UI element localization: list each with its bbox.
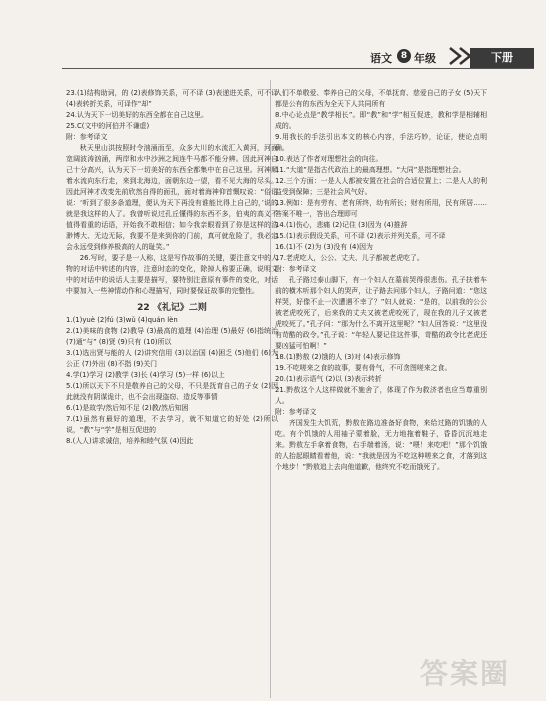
answer-continued: 人们不单敬爱、奉养自己的父母，不单抚育、慈爱自己的子女 (5)天下都是公有的东西为全天下人共同所有	[275, 89, 487, 108]
answer-8: 8.(人人)讲求诚信，培养和睦气氛 (4)因此	[66, 437, 194, 445]
answer-8b: 8.中心论点是“教学相长”。即“教”和“学”相互促进，教和学是相辅相成的。	[275, 111, 487, 130]
right-column	[275, 88, 487, 698]
left-column	[66, 88, 278, 698]
grade-badge: 8	[397, 49, 411, 63]
answer-25: 25.C(文中的河伯并不谦虚)	[66, 122, 150, 130]
answer-4: 4.学(1)学习 (2)教学 (3)长 (4)学习 (5)一样 (6)以上	[66, 371, 225, 379]
translation-text-2: 孔子路过泰山脚下，有一个妇人在墓前哭得很悲伤。孔子扶着车前的横木听那个妇人的哭声，让子路去问那个妇人，子路问道：“您这样哭，好像不止一次遭遇不幸了？”妇人就说：“是的，以前我的公公被老虎咬死了，后来我的丈夫又被老虎咬死了，现在我的儿子又被老虎咬死了。”孔子问：“那为什么不离开这里呢？”妇人回答说：“这里没有苛酷的政令。”孔子说：“年轻人要记住这件事，苛酷的政令比老虎还要凶猛可怕啊！”	[275, 276, 487, 350]
answer-24: 24.认为天下一切美好的东西全都在自己这里。	[66, 111, 208, 119]
answer-5: 5.(1)所以天下不只是敬养自己的父母，不只是抚育自己的子女 (2)因此就没有阴谋诡计，也不会出现盗窃、造反等事情	[66, 382, 278, 401]
answer-13: 13.例如：是有劳有、老有所终，幼有所长；财有所用，民有所居…… 答案不唯一，答出合理即可	[275, 199, 487, 218]
translation-heading-2: 附：参考译文	[275, 265, 317, 273]
answer-10: 10.表达了作者对理想社会的向往。	[275, 155, 383, 163]
answer-18: 18.(1)黔敖 (2)饿的人 (3)对 (4)表示修饰	[275, 353, 401, 361]
header-divider	[62, 68, 534, 69]
answer-21: 21.黔敖这个人这样做就不施舍了，体现了作为救济者也应当尊重别人。	[275, 386, 487, 405]
translation-text-3: 齐国发生大饥荒，黔敖在路边准备好食物，来给过路的饥饿的人吃。有个饥饿的人用袖子蒙着脸，无力地拖着鞋子，昏昏沉沉地走来。黔敖左手拿着食物，右手端着汤，说：“喂！来吃吧！”那个饥饿的人抬起眼睛看着他，说：“我就是因为不吃这种嗟来之食，才落到这个地步！”黔敖追上去向他道歉，他终究不吃而饿死了。	[275, 419, 487, 471]
answer-23: 23.(1)结构助词，的 (2)表修饰关系，可不译 (3)表递进关系，可不译 (4)表转折关系，可译作“却”	[66, 89, 278, 108]
answer-6: 6.(1)是故学/然后知不足 (2)教/然后知困	[66, 404, 189, 412]
answer-1: 1.(1)yuè (2)fú (3)wǔ (4)quán lèn	[66, 316, 178, 324]
answer-14: 14.(1)伤心，悲痛 (2)记住 (3)因为 (4)推辞	[275, 221, 408, 229]
answer-7: 7.(1)虽然有最好的道理，不去学习，就不知道它的好处 (2)所以说，“教”与“学”是相互促进的	[66, 415, 278, 434]
answer-2: 2.(1)美味的食物 (2)教导 (3)最高的道理 (4)治理 (5)最好 (6)指统治 (7)通“与” (8)贤 (9)只有 (10)所以	[66, 327, 278, 346]
translation-text: 秋天里山洪按照时令汹涌而至，众多大川的水流汇入黄河，河面宽阔波涛汹涌，两岸和水中沙洲之间连牛马都不能分辨。因此河神自己十分高兴，认为天下一切美好的东西全都集中在自己这里。河神顺着水流向东行走，来到北海边，面朝东边一望，看不见大海的尽头。因此河神才改变先前欣然自得的面孔，面对着海神仰首慨叹说：“俗语说：‘听到了很多条道理，便认为天下再没有谁能比得上自己的，’说的就是我这样的人了。我曾听说过孔丘懂得的东西不多，伯夷的高义不值得看重的话语，开始我不敢相信；如今我亲眼看到了你是这样的浩渺博大、无边无际，我要不是来到你的门前，真可就危险了，我必定会永远受到修养极高的人的耻笑。”	[66, 144, 278, 251]
answer-16: 16.(1)不 (2)为 (3)没有 (4)因为	[275, 243, 373, 251]
header-grade-suffix: 年级	[414, 52, 436, 65]
translation-heading-3: 附：参考译文	[275, 408, 317, 416]
answer-19: 19.不吃嗟来之食的故事，要有骨气，不可贪图嗟来之食。	[275, 364, 452, 372]
answer-11: 11.“大道”是指古代政治上的最高理想。“大同”是指理想社会。	[275, 166, 466, 174]
answer-20: 20.(1)表示语气 (2)以 (3)表示转折	[275, 375, 382, 383]
answer-15: 15.(1)表示假设关系，可不译 (2)表示并列关系，可不译	[275, 232, 446, 240]
answer-26: 26.写时，要子是一人称，这是写作故事的关键，要注意文中的人物的对话中转述的内容，注意时态的变化，除掉人称要正确，说明文中的对话中的说话人主要是描写，要特别注意原有事件的变化，对话中要加入一些神情动作和心理描写，同时要保证故事的完整性。	[66, 254, 278, 295]
watermark: 答案圈	[420, 657, 511, 690]
answer-12: 12.三个方面：一是人人都被安置在社会的合适位置上；二是人人的利益受到保障；三是社会风气好。	[275, 177, 487, 196]
answer-9: 9.用我长的手法引出本文的核心内容，手法巧妙，论证，使论点明确。	[275, 133, 487, 152]
answer-17: 17.老虎吃人，公公、丈夫、儿子都被老虎吃了。	[275, 254, 424, 262]
header-subject: 语文	[370, 52, 392, 65]
section-title: 22 《礼记》二则	[137, 303, 207, 313]
translation-heading: 附：参考译文	[66, 133, 108, 141]
term-tab: 下册	[470, 48, 534, 68]
answer-3: 3.(1)选出贤与能的人 (2)讲究信用 (3)以治国 (4)困乏 (5)他们 (6)为公正 (7)外出 (8)不指 (9)关门	[66, 349, 278, 368]
